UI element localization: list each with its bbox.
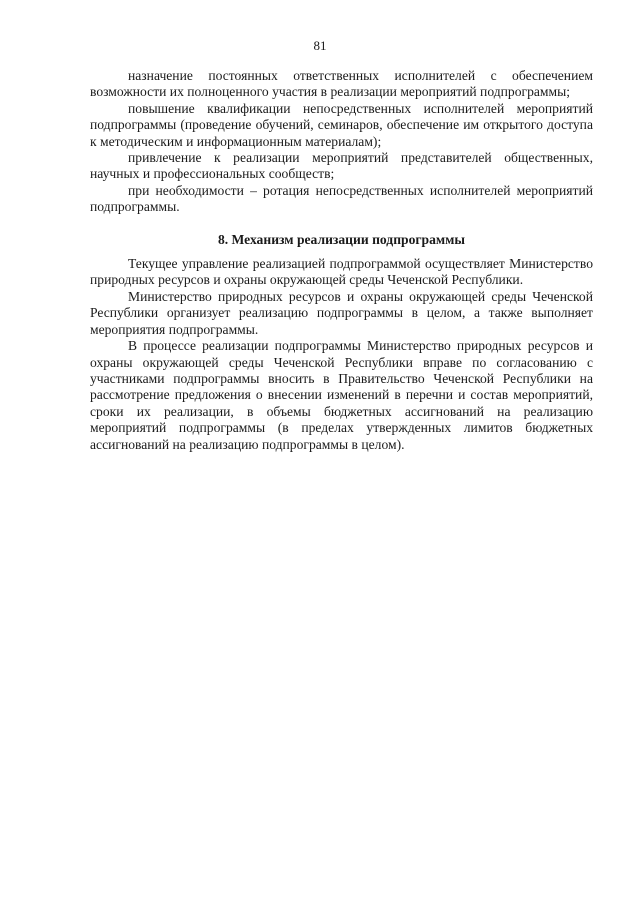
section-paragraph-changes: В процессе реализации подпрограммы Министерство природных ресурсов и охраны окружающей среды Чеченской Республики вправе по согласованию с участниками подпрограммы вносить в Правительство Чеченской Республики на рассмотрение предложения о внесении изменений в перечни и состав мероприятий, сроки их реализации, в объемы бюджетных ассигнований на реализацию мероприятий подпрограммы (в пределах утвержденных лимитов бюджетных ассигнований на реализацию подпрограммы в целом). (90, 338, 593, 452)
section-heading: 8. Механизм реализации подпрограммы (217, 231, 466, 247)
page-number: 81 (313, 38, 327, 53)
page-content (90, 68, 593, 453)
list-item-responsible-executors: назначение постоянных ответственных исполнителей с обеспечением возможности их полноценного участия в реализации мероприятий подпрограммы; (90, 68, 593, 100)
list-item-communities: привлечение к реализации мероприятий представителей общественных, научных и профессиональных сообществ; (90, 150, 593, 182)
section-paragraph-ministry: Министерство природных ресурсов и охраны окружающей среды Чеченской Республики организует реализацию подпрограммы в целом, а также выполняет мероприятия подпрограммы. (90, 288, 593, 337)
section-paragraph-management: Текущее управление реализацией подпрограммой осуществляет Министерство природных ресурсов и охраны окружающей среды Чеченской Республики. (90, 256, 593, 288)
list-item-qualification: повышение квалификации непосредственных исполнителей мероприятий подпрограммы (проведение обучений, семинаров, обеспечение им открытого доступа к методическим и информационным материалам); (90, 100, 593, 149)
list-item-rotation: при необходимости – ротация непосредственных исполнителей мероприятий подпрограммы. (90, 182, 593, 215)
